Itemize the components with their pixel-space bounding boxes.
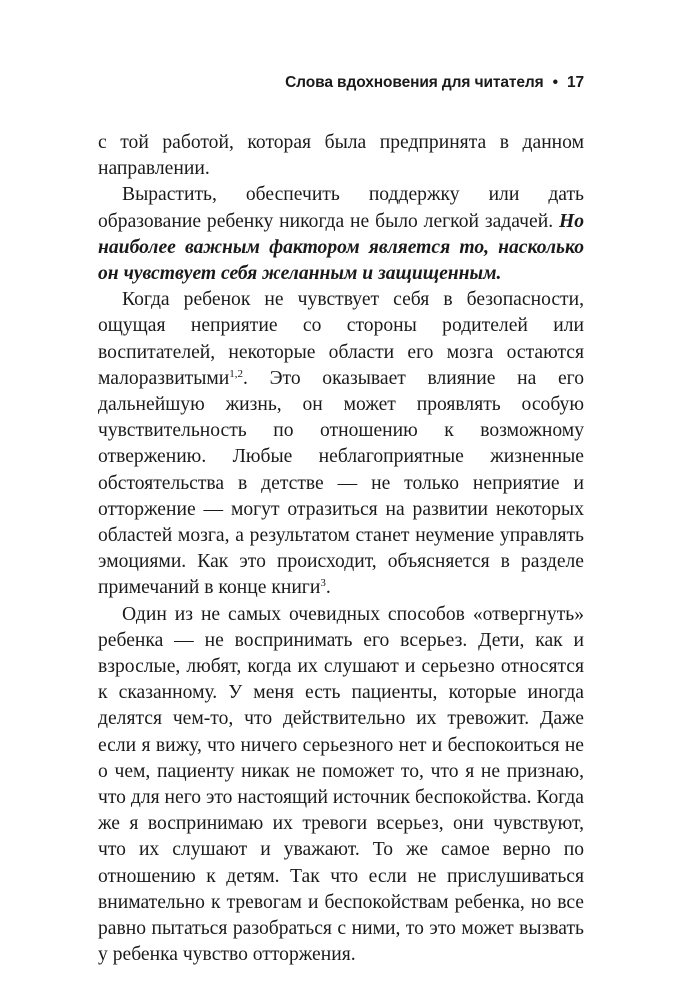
paragraph-2-text: Вырастить, обеспечить поддержку или дать образование ребенку никогда не было легкой задачей. <box>98 184 584 232</box>
page-number: 17 <box>566 74 584 91</box>
paragraph-2-emphasis: Но наиболее важным фактором является то, насколько он чувствует себя желанным и защищенным. <box>98 210 584 285</box>
paragraph-2 <box>98 182 584 287</box>
paragraph-4 <box>98 602 584 969</box>
paragraph-3 <box>98 287 584 601</box>
chapter-title: Слова вдохновения для читателя <box>285 74 544 91</box>
paragraph-1-text: с той работой, которая была предпринята в данном направлении. <box>98 132 584 180</box>
paragraph-4-text: Один из не самых очевидных способов «отвергнуть» ребенка — не воспринимать его всерьез. Дети, как и взрослые, любят, когда их слушают и серьезно относятся к сказанному. У меня есть пациенты, которые иногда делятся чем-то, что действительно их тревожит. Даже если я вижу, что ничего серьезного нет и беспокоиться не о чем, пациенту никак не поможет то, что я не признаю, что для него это настоящий источник беспокойства. Когда же я воспринимаю их тревоги всерьез, они чувствуют, что их слушают и уважают. То же самое верно по отношению к детям. Так что если не прислушиваться внимательно к тревогам и беспокойствам ребенка, но все равно пытаться разобраться с ними, то это может вызвать у ребенка чувство отторжения. <box>98 603 584 966</box>
paragraph-3-text-a: Когда ребенок не чувствует себя в безопасности, ощущая неприятие со стороны родителей или воспитателей, некоторые области его мозга остаются малоразвитыми <box>98 289 584 389</box>
paragraph-3-text-c: . <box>325 577 331 599</box>
paragraph-continued <box>98 130 584 182</box>
body-text <box>98 130 584 969</box>
running-header <box>285 74 584 92</box>
header-separator: • <box>552 74 558 91</box>
footnote-ref-3: 3 <box>320 577 326 590</box>
footnote-ref-1-2: 1,2 <box>229 367 244 380</box>
paragraph-3-text-b: . Это оказывает влияние на его дальнейшую жизнь, он может проявлять особую чувствительность по отношению к возможному отвержению. Любые неблагоприятные жизненные обстоятельства в детстве — не только неприятие и отторжение — могут отразиться на развитии некоторых областей мозга, а результатом станет неумение управлять эмоциями. Как это происходит, объясняется в разделе примечаний в конце книги <box>98 367 584 599</box>
